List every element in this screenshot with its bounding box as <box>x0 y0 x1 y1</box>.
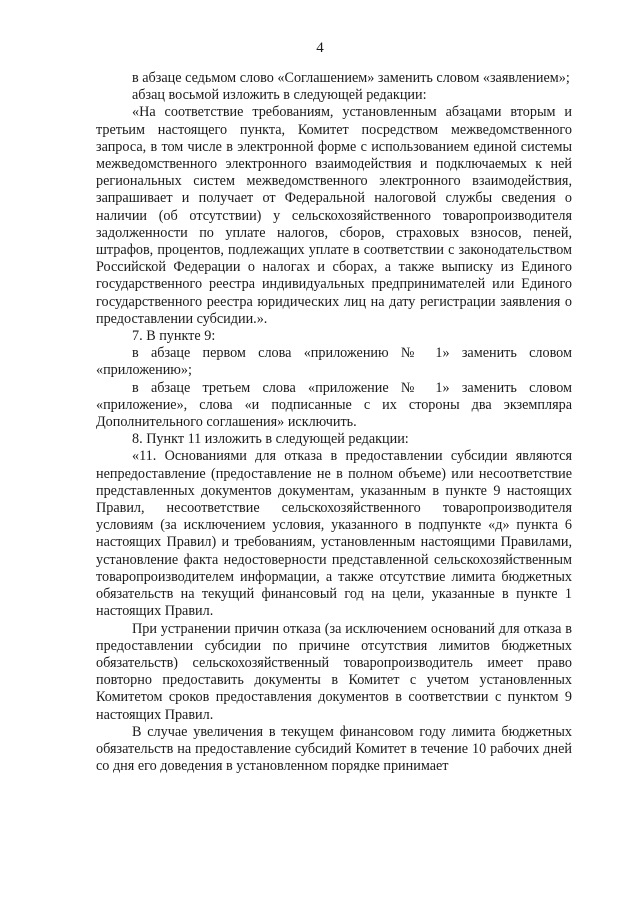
document-body <box>96 70 572 775</box>
paragraph-5: в абзаце первом слова «приложению № 1» заменить словом «приложению»; <box>96 345 572 379</box>
paragraph-8: «11. Основаниями для отказа в предоставлении субсидии являются непредоставление (предоставление не в полном объеме) или несоответствие представленных документов документам, указанным в пункте 9 настоящих Правил, несоответствие сельскохозяйственного товаропроизводителя условиям (за исключением условия, указанного в подпункте «д» пункта 6 настоящих Правил) и требованиям, установленным настоящими Правилами, установление факта недостоверности представленной сельскохозяйственным товаропроизводителем информации, а также отсутствие лимита бюджетных обязательств на текущий финансовый год на цели, указанные в пункте 1 настоящих Правил. <box>96 448 572 620</box>
paragraph-3: «На соответствие требованиям, установленным абзацами вторым и третьим настоящего пункта, Комитет посредством межведомственного запроса, в том числе в электронной форме с использованием единой системы межведомственного электронного взаимодействия и подключаемых к ней региональных систем межведомственного электронного взаимодействия, запрашивает и получает от Федеральной налоговой службы сведения о наличии (об отсутствии) у сельскохозяйственного товаропроизводителя задолженности по уплате налогов, сборов, страховых взносов, пеней, штрафов, процентов, подлежащих уплате в соответствии с законодательством Российской Федерации о налогах и сборах, а также выписку из Единого государственного реестра индивидуальных предпринимателей или Единого государственного реестра юридических лиц на дату регистрации заявления о предоставлении субсидии.». <box>96 104 572 327</box>
paragraph-6: в абзаце третьем слова «приложение № 1» заменить словом «приложение», слова «и подписанные с их стороны два экземпляра Дополнительного соглашения» исключить. <box>96 379 572 431</box>
paragraph-10: В случае увеличения в текущем финансовом году лимита бюджетных обязательств на предоставление субсидий Комитет в течение 10 рабочих дней со дня его доведения в установленном порядке принимает <box>96 723 572 775</box>
paragraph-2: абзац восьмой изложить в следующей редакции: <box>132 87 427 104</box>
paragraph-7: 8. Пункт 11 изложить в следующей редакции: <box>132 431 409 448</box>
paragraph-4: 7. В пункте 9: <box>132 328 216 345</box>
paragraph-1: в абзаце седьмом слово «Соглашением» заменить словом «заявлением»; <box>132 70 570 86</box>
paragraph-9: При устранении причин отказа (за исключением оснований для отказа в предоставлении субсидии по причине отсутствия лимитов бюджетных обязательств) сельскохозяйственный товаропроизводитель имеет право повторно предоставить документы в Комитет с учетом установленных Комитетом сроков предоставления документов в соответствии с пунктом 9 настоящих Правил. <box>96 620 572 723</box>
page-number: 4 <box>316 40 324 56</box>
